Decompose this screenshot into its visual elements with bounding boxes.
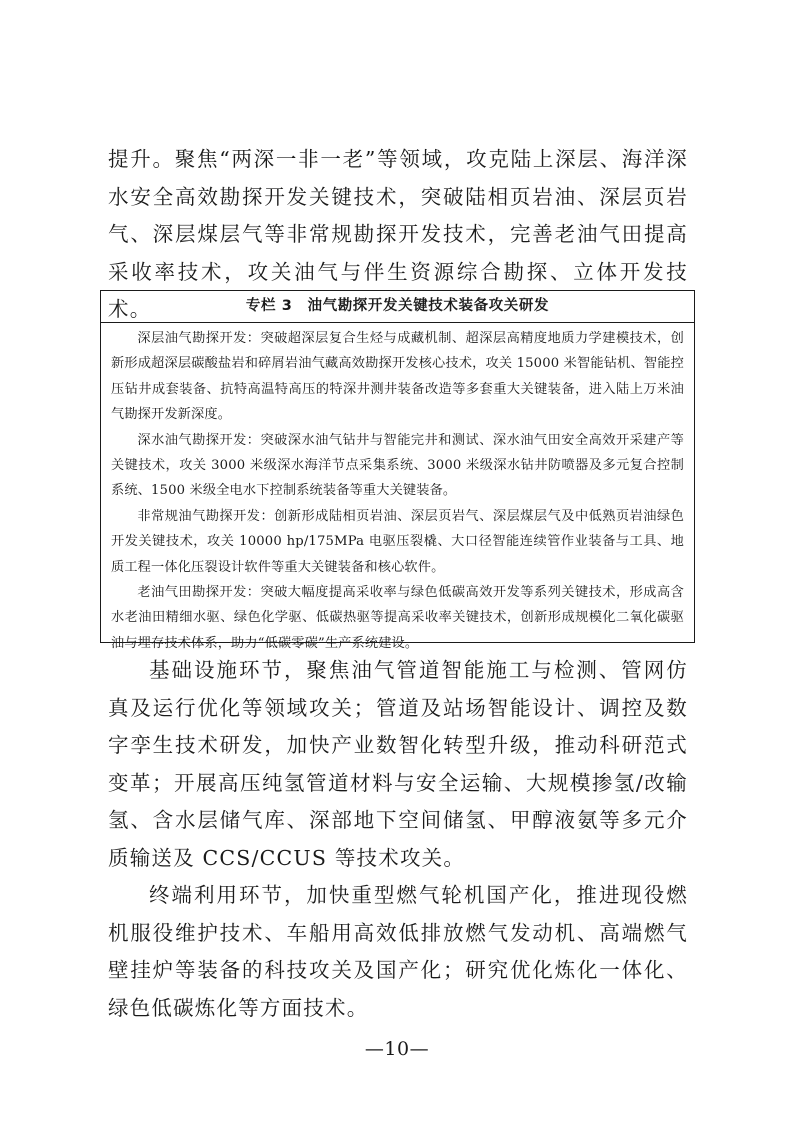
sidebar-box-title: 专栏 3 油气勘探开发关键技术装备攻关研发: [101, 291, 694, 323]
sidebar-box: [100, 290, 695, 651]
page-number: —10—: [364, 1038, 430, 1060]
sidebar-item-unconventional-oil-gas: 非常规油气勘探开发：创新形成陆相页岩油、深层页岩气、深层煤层气及中低熟页岩油绿色开发关键技术，攻关 10000 hp/175MPa 电驱压裂橇、大口径智能连续管作业装备与工具、地质工程一体化压裂设计软件等重大关键装备和核心软件。: [111, 508, 684, 575]
paragraph-top: 提升。聚焦“两深一非一老”等领域，攻克陆上深层、海洋深水安全高效勘探开发关键技术，突破陆相页岩油、深层页岩气、深层煤层气等非常规勘探开发技术，完善老油气田提高采收率技术，攻关油气与伴生资源综合勘探、立体开发技术。: [108, 147, 688, 321]
body-text-bottom: [108, 652, 688, 1027]
sidebar-box-body: [101, 323, 694, 656]
paragraph-end-use: 终端利用环节，加快重型燃气轮机国产化，推进现役燃机服役维护技术、车船用高效低排放燃气发动机、高端燃气壁挂炉等装备的科技攻关及国产化；研究优化炼化一体化、绿色低碳炼化等方面技术。: [108, 883, 688, 1020]
sidebar-item-deepwater-oil-gas: 深水油气勘探开发：突破深水油气钻井与智能完井和测试、深水油气田安全高效开采建产等关键技术，攻关 3000 米级深水海洋节点采集系统、3000 米级深水钻井防喷器及多元复合控制系统、1500 米级全电水下控制系统装备等重大关键装备。: [111, 432, 684, 499]
sidebar-item-deep-oil-gas: 深层油气勘探开发：突破超深层复合生烃与成藏机制、超深层高精度地质力学建模技术，创新形成超深层碳酸盐岩和碎屑岩油气藏高效勘探开发核心技术，攻关 15000 米智能钻机、智能控压钻井成套装备、抗特高温特高压的特深井测井装备改造等多套重大关键装备，进入陆上万米油气勘探开发新深度。: [111, 331, 684, 423]
sidebar-item-old-oilfields: 老油气田勘探开发：突破大幅度提高采收率与绿色低碳高效开发等系列关键技术，形成高含水老油田精细水驱、绿色化学驱、低碳热驱等提高采收率关键技术，创新形成规模化二氧化碳驱油与埋存技术体系，助力“低碳零碳”生产系统建设。: [111, 585, 684, 651]
paragraph-infrastructure: 基础设施环节，聚焦油气管道智能施工与检测、管网仿真及运行优化等领域攻关；管道及站场智能设计、调控及数字孪生技术研发，加快产业数智化转型升级，推动科研范式变革；开展高压纯氢管道材料与安全运输、大规模掺氢/改输氢、含水层储气库、深部地下空间储氢、甲醇液氨等多元介质输送及 CCS/CCUS 等技术攻关。: [108, 658, 688, 870]
